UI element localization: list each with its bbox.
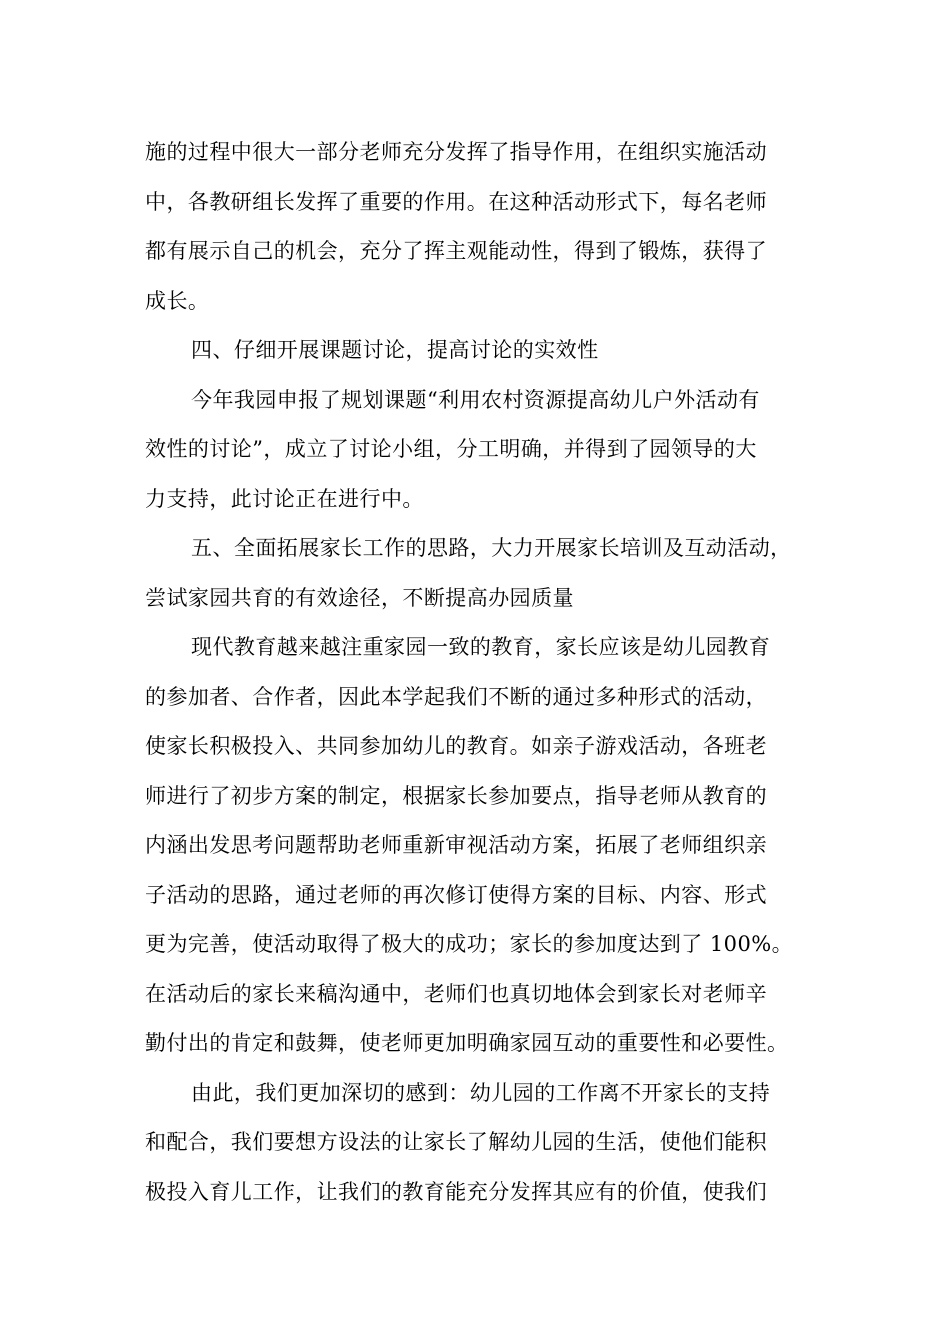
paragraph-line: 师进行了初步方案的制定，根据家长参加要点，指导老师从教育的 bbox=[145, 783, 768, 808]
paragraph-line: 成长。 bbox=[145, 288, 210, 313]
document-body bbox=[145, 128, 810, 1217]
paragraph-line: 更为完善，使活动取得了极大的成功；家长的参加度达到了 100%。 bbox=[145, 932, 794, 956]
paragraph-line: 施的过程中很大一部分老师充分发挥了指导作用，在组织实施活动 bbox=[145, 140, 768, 164]
paragraph-line: 子活动的思路，通过老师的再次修订使得方案的目标、内容、形式 bbox=[145, 882, 768, 907]
paragraph-line: 极投入育儿工作，让我们的教育能充分发挥其应有的价值，使我们 bbox=[145, 1179, 768, 1204]
paragraph-line: 在活动后的家长来稿沟通中，老师们也真切地体会到家长对老师辛 bbox=[145, 981, 768, 1006]
paragraph-line: 今年我园申报了规划课题“利用农村资源提高幼儿户外活动有 bbox=[191, 387, 760, 412]
paragraph-line: 效性的讨论”，成立了讨论小组，分工明确，并得到了园领导的大 bbox=[145, 437, 757, 461]
paragraph-line: 使家长积极投入、共同参加幼儿的教育。如亲子游戏活动，各班老 bbox=[145, 734, 768, 758]
paragraph-line: 现代教育越来越注重家园一致的教育，家长应该是幼儿园教育 bbox=[191, 635, 771, 659]
paragraph-line: 和配合，我们要想方设法的让家长了解幼儿园的生活，使他们能积 bbox=[145, 1130, 768, 1154]
section-heading-5-continued: 尝试家园共育的有效途径，不断提高办园质量 bbox=[145, 585, 574, 610]
paragraph-line: 勤付出的肯定和鼓舞，使老师更加明确家园互动的重要性和必要性。 bbox=[145, 1031, 789, 1055]
paragraph-line: 都有展示自己的机会，充分了挥主观能动性，得到了锻炼，获得了 bbox=[145, 239, 768, 263]
paragraph-line: 的参加者、合作者，因此本学起我们不断的通过多种形式的活动， bbox=[145, 684, 768, 709]
paragraph-line: 中，各教研组长发挥了重要的作用。在这种活动形式下，每名老师 bbox=[145, 189, 768, 214]
paragraph-line: 力支持，此讨论正在进行中。 bbox=[145, 486, 424, 511]
section-heading-4: 四、仔细开展课题讨论，提高讨论的实效性 bbox=[191, 338, 599, 362]
paragraph-line: 内涵出发思考问题帮助老师重新审视活动方案，拓展了老师组织亲 bbox=[145, 833, 768, 857]
paragraph-line: 由此，我们更加深切的感到：幼儿园的工作离不开家长的支持 bbox=[191, 1080, 771, 1105]
section-heading-5: 五、全面拓展家长工作的思路，大力开展家长培训及互动活动， bbox=[191, 536, 792, 560]
